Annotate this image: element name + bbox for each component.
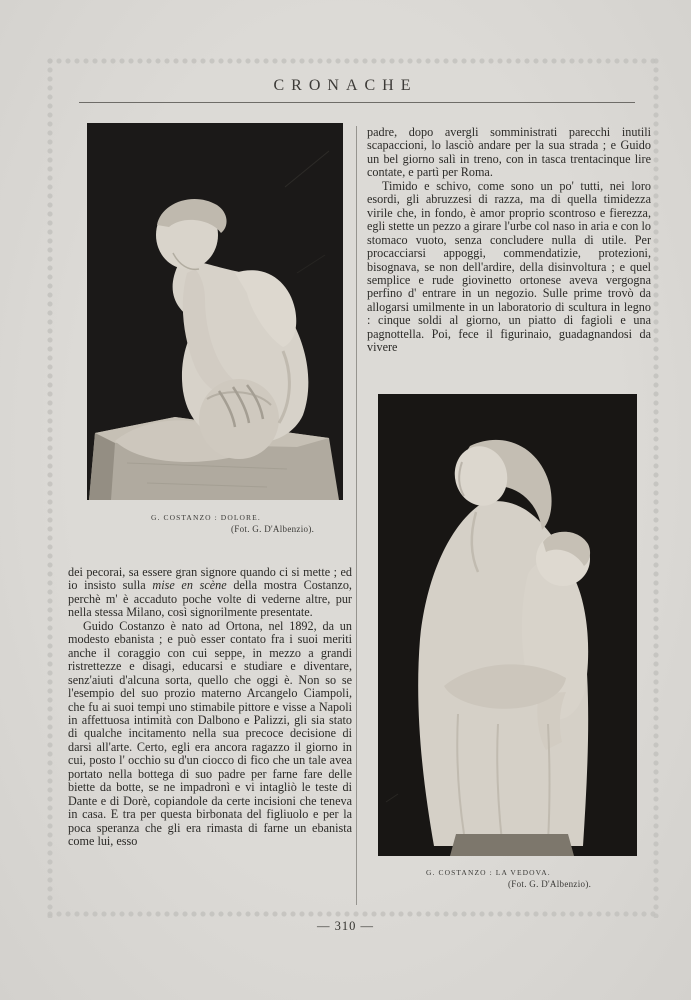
sculpture-photo-dolore xyxy=(87,123,343,500)
body-paragraph: padre, dopo avergli somministrati parecchi inutili scapaccioni, lo lasciò andare per la sua strada ; e Guido un bel giorno salì in treno, con in tasca trentacinque lire contate, e partì per Roma. xyxy=(367,125,651,180)
decorative-border-right xyxy=(652,57,660,918)
right-column xyxy=(367,126,651,355)
decorative-border-left xyxy=(46,57,54,918)
body-paragraph: Guido Costanzo è nato ad Ortona, nel 1892, da un modesto ebanista ; e può esser contato fra i suoi meriti anche il coraggio con cui seppe, in mezzo a grandi ristrettezze e disagi, educarsi e studiare e diventare, senz'aiuti d'alcuna sorta, quello che oggi è. Non so se l'esempio del suo prozio materno Arcangelo Ciampoli, che fu ai suoi tempi uno stimabile pittore e visse a Napoli in affettuosa intimità con Dalbono e Palizzi, gli sia stato di qualche incitamento nella sua precoce decisione di darsi all'arte. Certo, egli era ancora ragazzo il giorno in cui, posto l' occhio su d'un ciocco di fico che un tale avea portato nella bottega di suo padre per farne fare delle biette da botte, se ne impadronì e vi intagliò le teste di Dante e di Dorè, copiandole da certe incisioni che teneva in casa. E tra per questa birbonata del figliuolo e per la poca speranza che gli era rimasta di farne un ebanista come lui, esso xyxy=(68,618,352,849)
column-divider-rule xyxy=(356,126,357,905)
body-paragraph: dei pecorai, sa essere gran signore quando ci si mette ; ed io insisto sulla mise en scène della mostra Costanzo, perchè m' è accaduto poche volte di vederne altre, pur nella stessa Milano, così signorilmente presentate. xyxy=(68,565,352,620)
decorative-border-bottom xyxy=(46,910,658,918)
figure-caption-credit: (Fot. G. D'Albenzio). xyxy=(508,879,592,889)
body-paragraph: Timido e schivo, come sono un po' tutti, nei loro esordi, gli abruzzesi di razza, ma di quella timidezza virile che, in fondo, è amor proprio scontroso e fierezza, egli stette un pezzo a girare l'urbe col naso in aria e con lo stomaco vuoto, senza concludere nulla di utile. Per procacciarsi appoggi, commendatizie, protezioni, bisognava, se non dell'ardire, della disinvoltura ; e quel semplice e rude giovinetto ortonese aveva vergogna perfino d' entrare in un negozio. Sulle prime trovò da allogarsi umilmente in un laboratorio di scultura in legno : cinque soldi al giorno, un piatto di fagioli e una pagnottella. Poi, fece il figurinaio, guadagnandosi da vivere xyxy=(367,178,651,355)
figure-caption-dolore xyxy=(87,513,343,534)
page-number: — 310 — xyxy=(317,919,374,933)
header-rule xyxy=(79,102,635,103)
figure-caption-la-vedova xyxy=(378,868,637,889)
decorative-border-top xyxy=(46,57,658,65)
figure-caption-title: G. COSTANZO : DOLORE. xyxy=(151,513,261,522)
left-column xyxy=(68,566,352,849)
page-title: CRONACHE xyxy=(273,77,418,94)
figure-caption-credit: (Fot. G. D'Albenzio). xyxy=(231,524,315,534)
figure-la-vedova xyxy=(378,394,637,856)
figure-dolore xyxy=(87,123,343,500)
figure-caption-title: G. COSTANZO : LA VEDOVA. xyxy=(426,868,551,877)
sculpture-photo-la-vedova xyxy=(378,394,637,856)
